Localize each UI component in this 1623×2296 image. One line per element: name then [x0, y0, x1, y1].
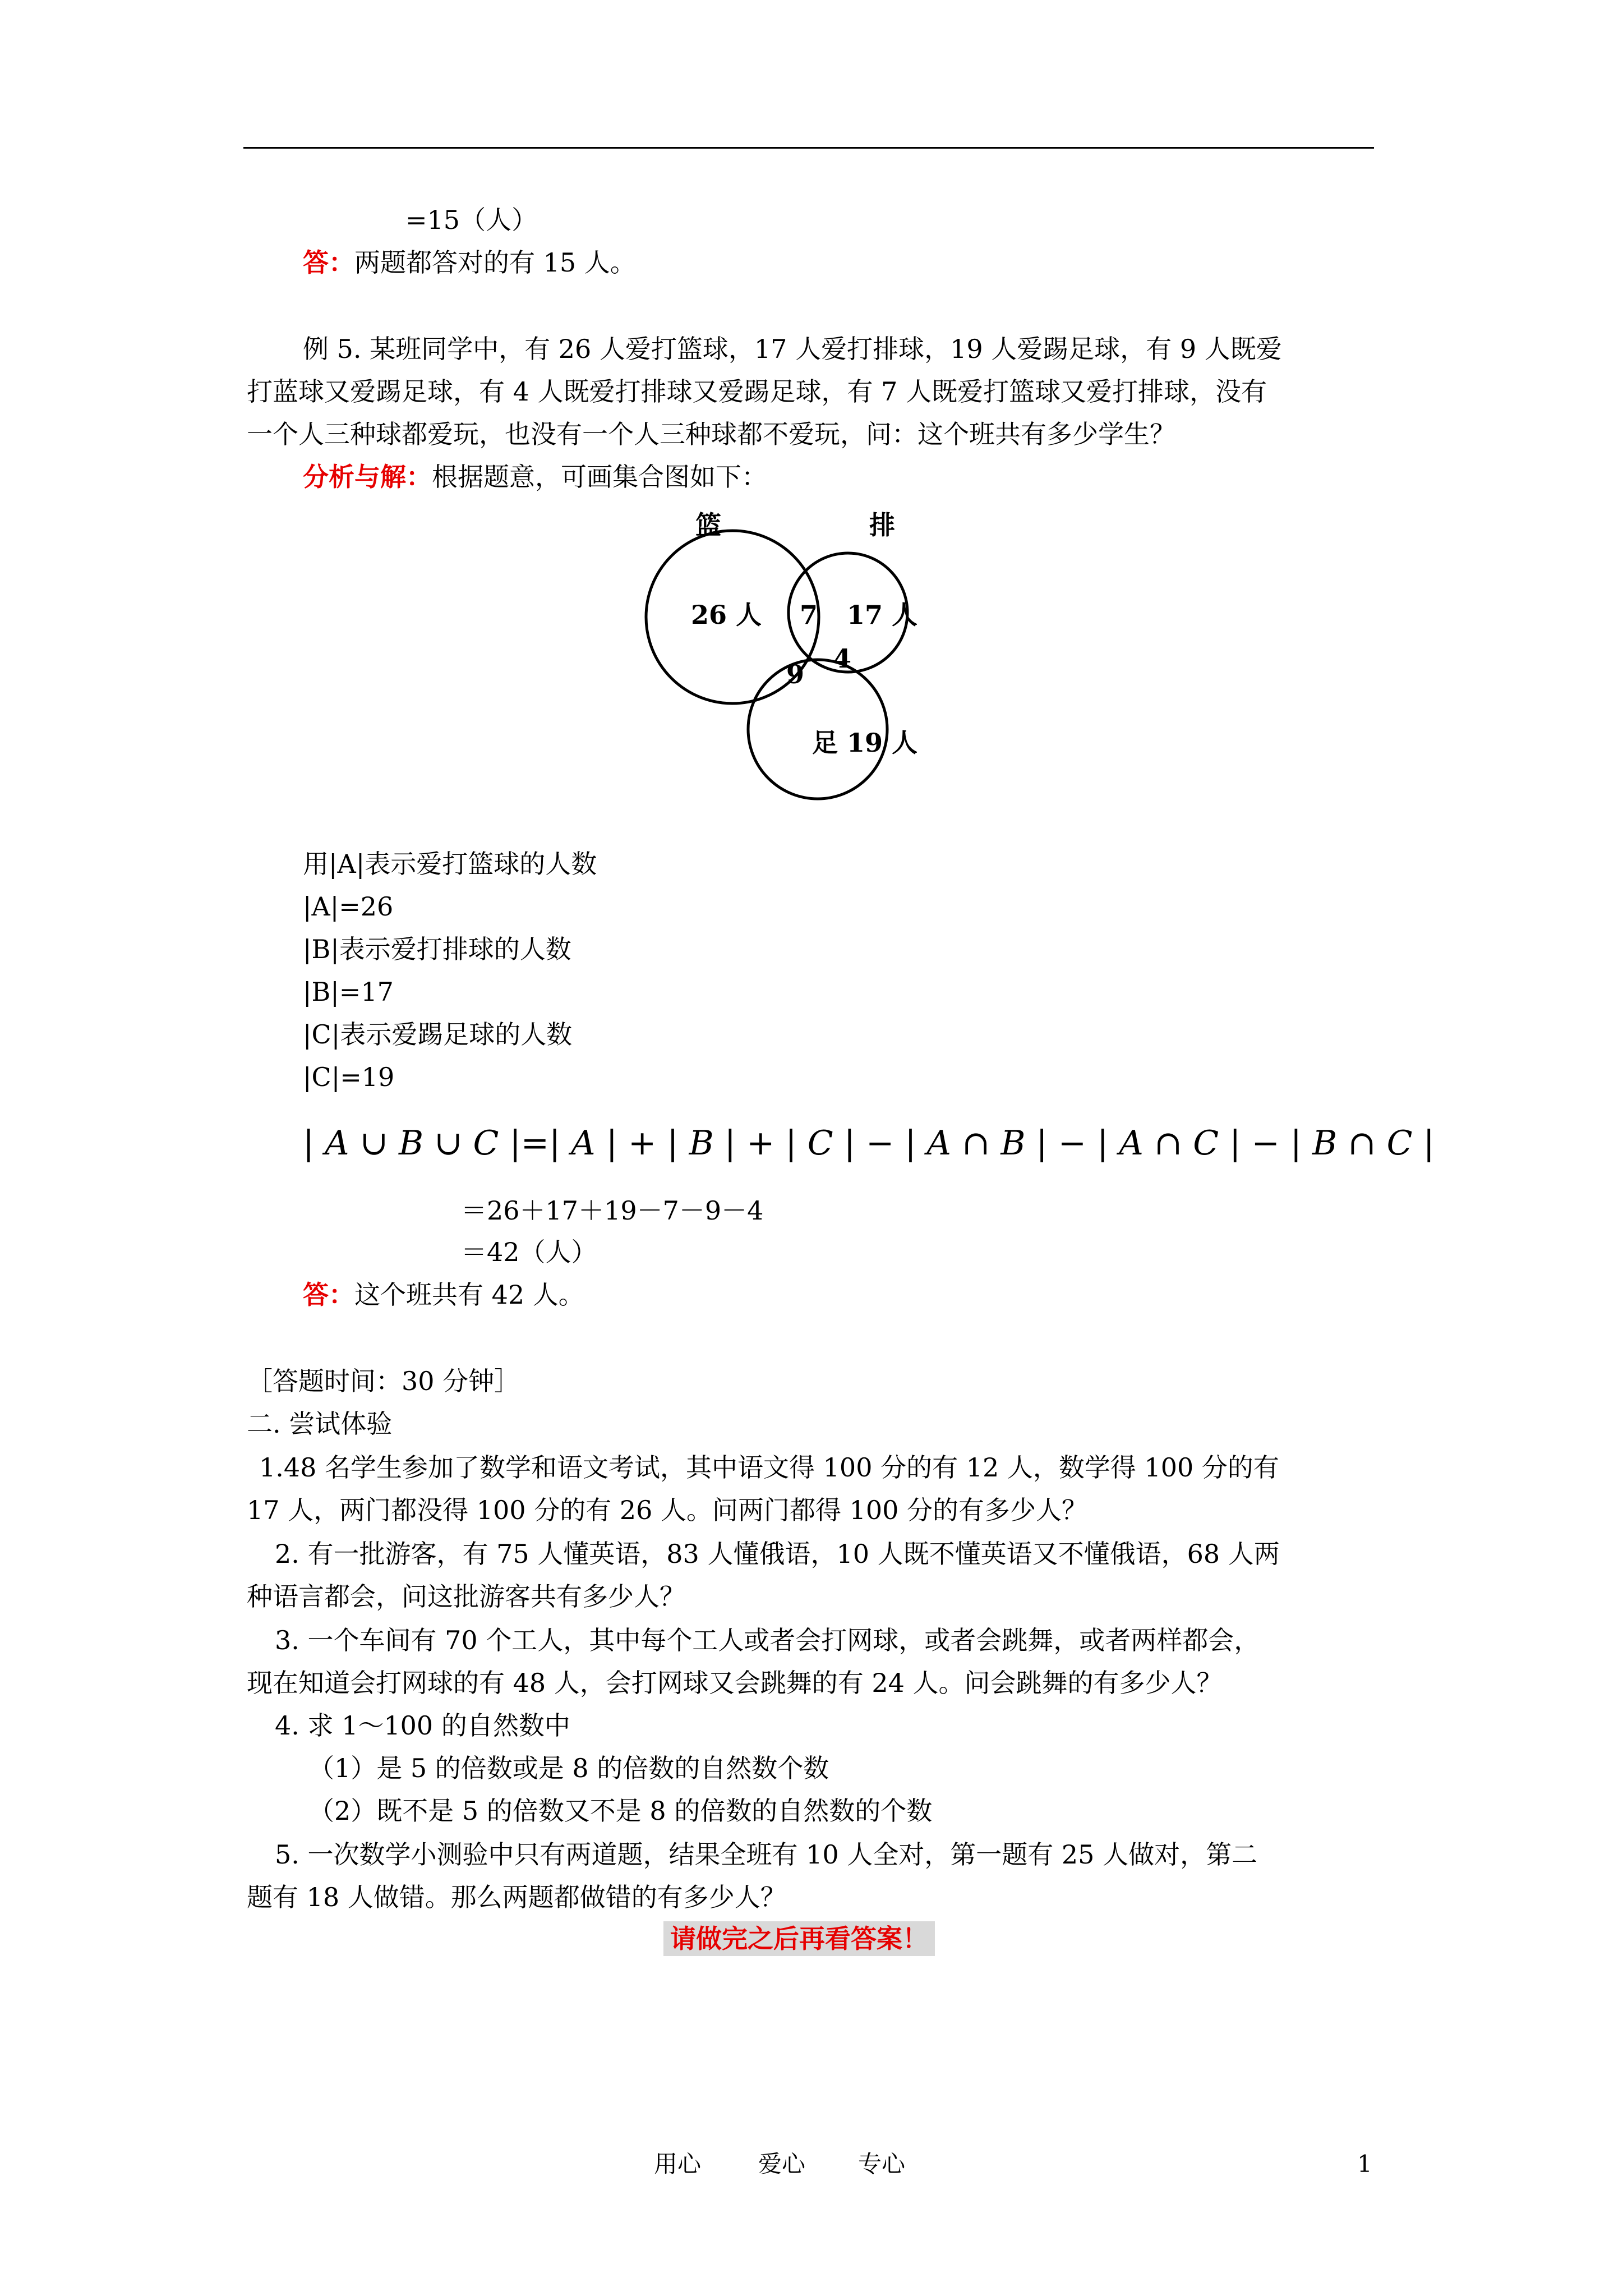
answer-1 — [303, 246, 636, 279]
result-line: =15（人） — [405, 205, 538, 235]
header-rule — [243, 147, 1374, 149]
footer-motto-1: 用心 — [654, 2150, 702, 2178]
label-c: 足 19 人 — [812, 728, 918, 758]
definition-5: |C|表示爱踢足球的人数 — [303, 1019, 573, 1050]
label-ac: 9 — [786, 659, 805, 689]
definition-3: |B|表示爱打排球的人数 — [303, 934, 571, 964]
question3-line2: 现在知道会打网球的有 48 人，会打网球又会跳舞的有 24 人。问会跳舞的有多少人？ — [247, 1668, 1223, 1698]
example5-line2: 打蓝球又爱踢足球，有 4 人既爱打排球又爱踢足球，有 7 人既爱打篮球又爱打排球，没有 — [247, 376, 1267, 407]
definition-1: 用|A|表示爱打篮球的人数 — [303, 849, 597, 879]
definition-4: |B|=17 — [303, 977, 394, 1007]
answer-time: ［答题时间：30 分钟］ — [247, 1366, 520, 1396]
answer-text: 两题都答对的有 15 人。 — [354, 247, 636, 278]
label-ab: 7 — [800, 600, 818, 630]
footer-motto-3: 专心 — [858, 2150, 906, 2178]
question5-line2: 题有 18 人做错。那么两题都做错的有多少人？ — [247, 1882, 786, 1912]
label-a: 26 人 — [691, 600, 762, 630]
definition-2: |A|=26 — [303, 891, 394, 922]
answer-2 — [303, 1278, 584, 1312]
question5-line1: 5. 一次数学小测验中只有两道题，结果全班有 10 人全对，第一题有 25 人做对，第二 — [275, 1839, 1258, 1870]
question1-line2: 17 人，两门都没得 100 分的有 26 人。问两门都得 100 分的有多少人？ — [247, 1495, 1088, 1525]
analysis-label: 分析与解： — [303, 462, 432, 492]
calc-step2: ＝42（人） — [461, 1237, 597, 1267]
question4-sub2: （2）既不是 5 的倍数又不是 8 的倍数的自然数的个数 — [308, 1796, 933, 1826]
answer2-text: 这个班共有 42 人。 — [354, 1280, 584, 1310]
label-bc: 4 — [833, 643, 852, 674]
answer-label: 答： — [303, 247, 354, 278]
label-basketball: 篮 — [695, 510, 721, 540]
section-title: 二. 尝试体验 — [247, 1409, 393, 1439]
inclusion-exclusion-formula: | A ∪ B ∪ C |=| A | + | B | + | C | − | A ∩ B | − | A ∩ C | − | B ∩ C | — [303, 1124, 1435, 1163]
question1-line1: 1.48 名学生参加了数学和语文考试，其中语文得 100 分的有 12 人，数学得 100 分的有 — [259, 1452, 1279, 1483]
analysis-text: 根据题意，可画集合图如下： — [432, 462, 767, 492]
question2-line2: 种语言都会，问这批游客共有多少人？ — [247, 1581, 685, 1612]
question4-line1: 4. 求 1～100 的自然数中 — [275, 1710, 570, 1741]
question2-line1: 2. 有一批游客，有 75 人懂英语，83 人懂俄语，10 人既不懂英语又不懂俄语，68 人两 — [275, 1539, 1280, 1569]
page-number: 1 — [1357, 2150, 1372, 2178]
calc-step1: ＝26＋17＋19－7－9－4 — [461, 1195, 764, 1226]
answer2-label: 答： — [303, 1280, 354, 1310]
label-b: 17 人 — [847, 600, 918, 630]
analysis-line — [303, 460, 767, 494]
notice-banner: 请做完之后再看答案！ — [663, 1921, 935, 1956]
venn-diagram — [634, 499, 948, 813]
question4-sub1: （1）是 5 的倍数或是 8 的倍数的自然数个数 — [308, 1753, 829, 1783]
definition-6: |C|=19 — [303, 1062, 395, 1092]
example5-line3: 一个人三种球都爱玩，也没有一个人三种球都不爱玩，问：这个班共有多少学生？ — [247, 419, 1175, 449]
label-volleyball: 排 — [869, 510, 895, 540]
question3-line1: 3. 一个车间有 70 个工人，其中每个工人或者会打网球，或者会跳舞，或者两样都会， — [275, 1625, 1260, 1655]
footer-motto-2: 爱心 — [758, 2150, 806, 2178]
example5-line1: 例 5. 某班同学中，有 26 人爱打篮球，17 人爱打排球，19 人爱踢足球，有 9 人既爱 — [303, 334, 1282, 364]
